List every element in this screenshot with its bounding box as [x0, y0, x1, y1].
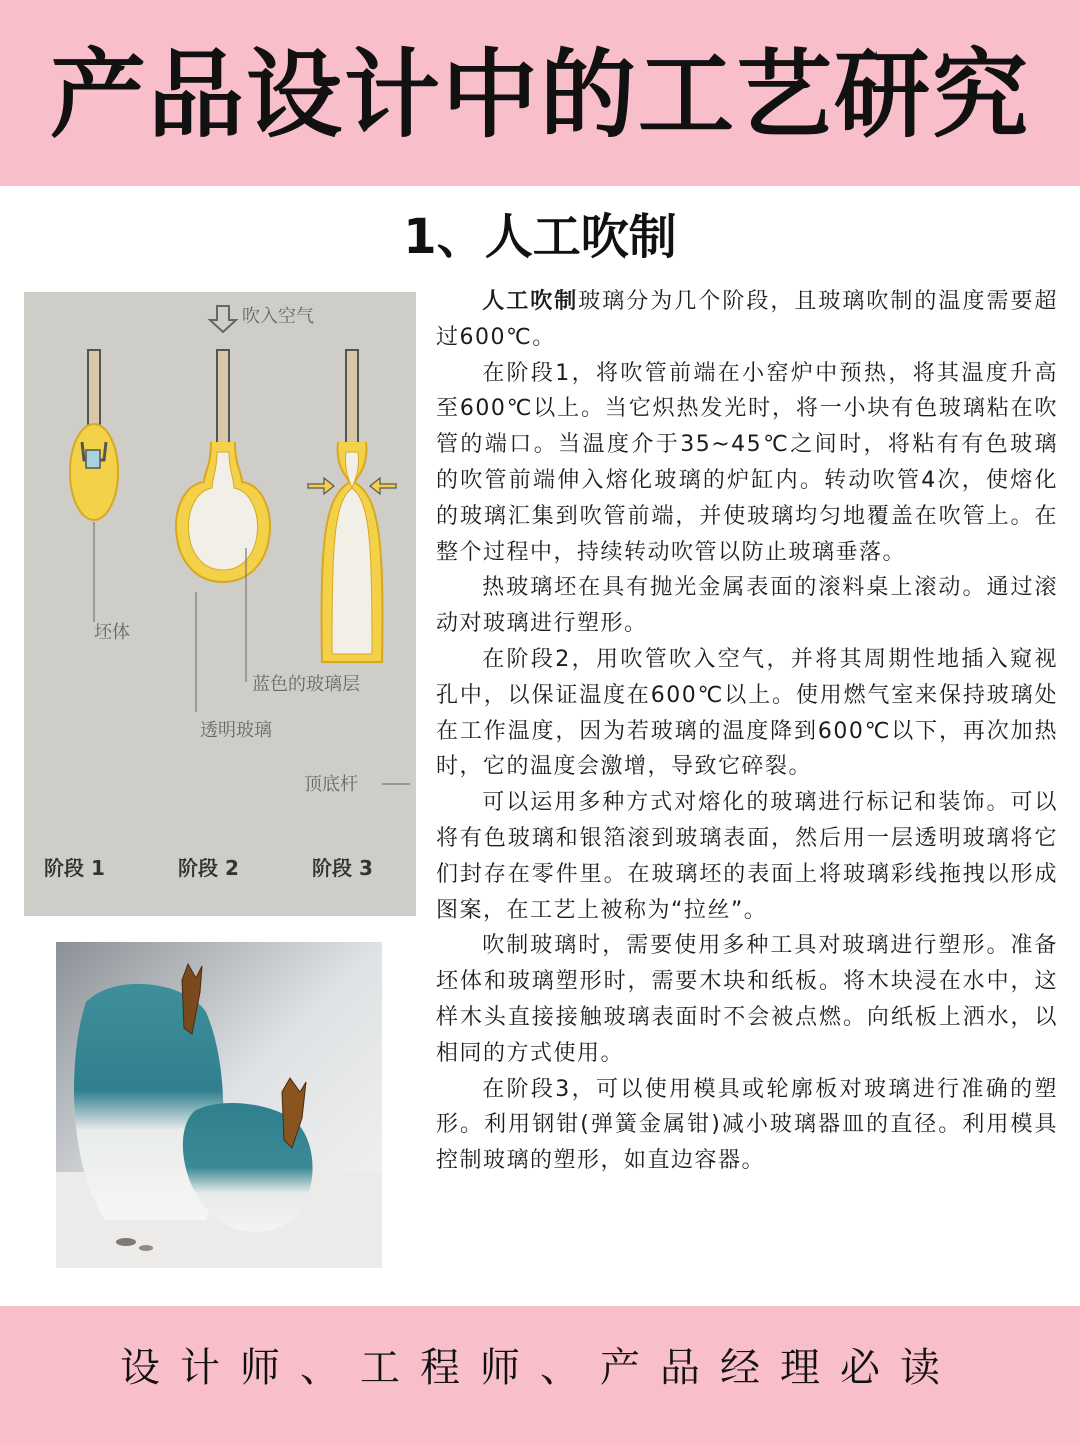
label-pi-ti: 坯体 — [94, 622, 130, 643]
paragraph-3: 热玻璃坯在具有抛光金属表面的滚料桌上滚动。通过滚动对玻璃进行塑形。 — [436, 575, 1058, 637]
glassblowing-diagram — [24, 292, 416, 916]
footer-text: 设计师、工程师、产品经理必读 — [120, 1345, 960, 1391]
section-title: 1、人工吹制 — [403, 209, 677, 265]
label-blue-layer: 蓝色的玻璃层 — [252, 674, 360, 695]
paragraph-7: 在阶段3，可以使用模具或轮廓板对玻璃进行准确的塑形。利用钢钳(弹簧金属钳)减小玻璃器皿的直径。利用模具控制玻璃的塑形，如直边容器。 — [436, 1076, 1058, 1174]
paragraph-5: 可以运用多种方式对熔化的玻璃进行标记和装饰。可以将有色玻璃和银箔滚到玻璃表面，然后用一层透明玻璃将它们封存在零件里。在玻璃坯的表面上将玻璃彩线拖拽以形成图案，在工艺上被称为“拉丝”。 — [436, 790, 1058, 923]
label-clear-glass: 透明玻璃 — [200, 720, 272, 741]
paragraph-1 — [436, 284, 1058, 356]
paragraph-1-bold: 人工吹制 — [482, 289, 579, 314]
paragraph-1-text: 玻璃分为几个阶段，且玻璃吹制的温度需要超过600℃。 — [436, 289, 1058, 350]
stage-label-3: 阶段 3 — [312, 856, 373, 880]
body-text — [436, 284, 1058, 1179]
paragraph-6: 吹制玻璃时，需要使用多种工具对玻璃进行塑形。准备坯体和玻璃塑形时，需要木块和纸板。将木块浸在水中，这样木头直接接触玻璃表面时不会被点燃。向纸板上洒水，以相同的方式使用。 — [436, 933, 1058, 1066]
paragraph-4: 在阶段2，用吹管吹入空气，并将其周期性地插入窥视孔中，以保证温度在600℃以上。使用燃气室来保持玻璃处在工作温度，因为若玻璃的温度降到600℃以下，再次加热时，它的温度会激增，导致它碎裂。 — [436, 646, 1058, 780]
stage-label-1: 阶段 1 — [44, 856, 105, 880]
page-title: 产品设计中的工艺研究 — [50, 38, 1030, 151]
paragraph-2: 在阶段1，将吹管前端在小窑炉中预热，将其温度升高至600℃以上。当它炽热发光时，将一小块有色玻璃粘在吹管的端口。当温度介于35~45℃之间时，将粘有有色玻璃的吹管前端伸入熔化玻璃的炉缸内。转动吹管4次，使熔化的玻璃汇集到吹管前端，并使玻璃均匀地覆盖在吹管上。在整个过程中，持续转动吹管以防止玻璃垂落。 — [436, 360, 1058, 565]
stage-label-2: 阶段 2 — [178, 856, 239, 880]
air-label: 吹入空气 — [242, 306, 314, 327]
label-top-rod: 顶底杆 — [304, 774, 358, 795]
glass-vase-photo — [56, 942, 382, 1268]
